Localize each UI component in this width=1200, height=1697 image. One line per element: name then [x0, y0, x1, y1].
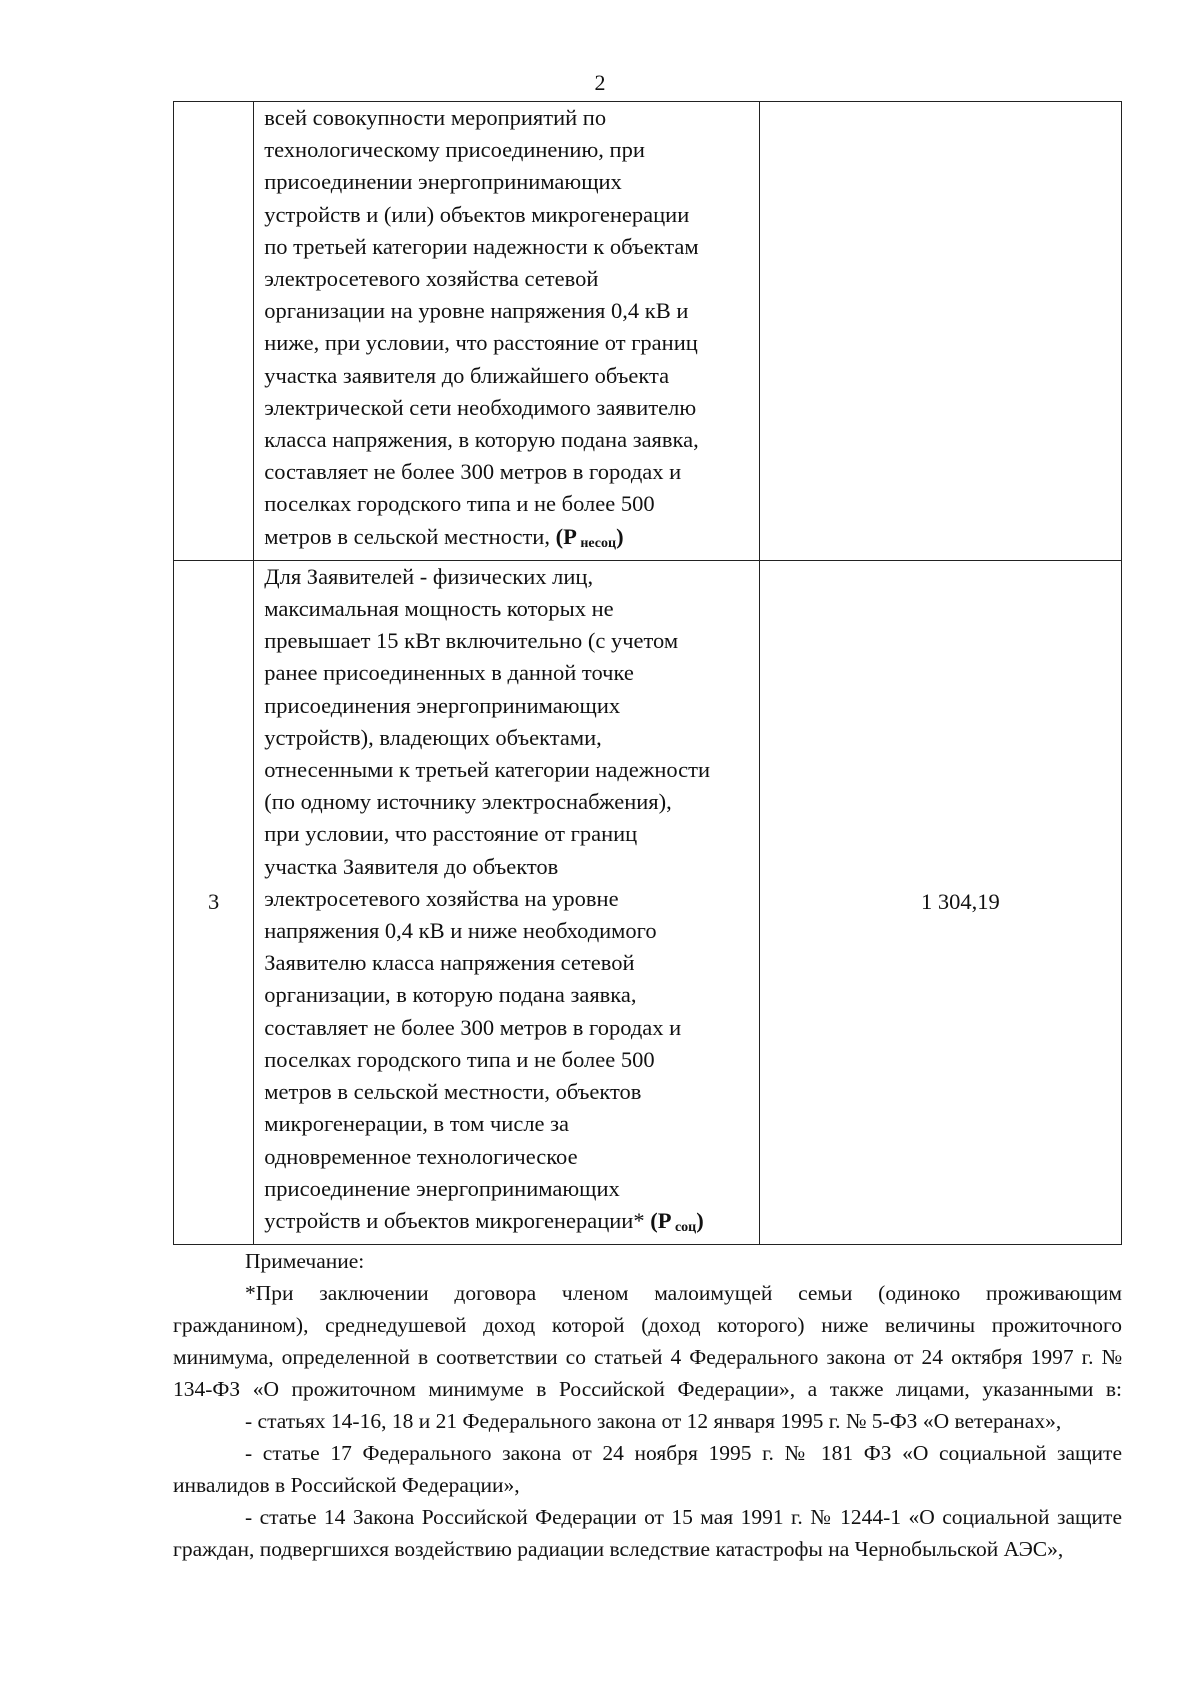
- description-line: организации на уровне напряжения 0,4 кВ и: [264, 298, 689, 324]
- notes-line: 134-ФЗ «О прожиточном минимуме в Российской Федерации», а также лицами, указанными в:: [173, 1377, 1122, 1401]
- description-line: электрической сети необходимого заявителю: [264, 394, 697, 420]
- description-line: устройств и (или) объектов микрогенерации: [264, 201, 690, 227]
- tariff-table: [173, 101, 1122, 1245]
- row-description-cell: [254, 560, 760, 1244]
- table-row: [174, 560, 1122, 1244]
- description-line: составляет не более 300 метров в городах и: [264, 459, 682, 485]
- description-line: ниже, при условии, что расстояние от границ: [264, 330, 698, 356]
- row-description: [254, 561, 759, 1244]
- description-line: участка Заявителя до объектов: [264, 853, 559, 879]
- notes-section: [173, 1245, 1122, 1565]
- description-line: максимальная мощность которых не: [264, 596, 614, 622]
- description-line: Для Заявителей - физических лиц,: [264, 563, 594, 589]
- notes-paragraph: [173, 1277, 1122, 1405]
- notes-item-line: - статьях 14-16, 18 и 21 Федерального закона от 12 января 1995 г. № 5-ФЗ «О ветеранах»,: [245, 1409, 1062, 1433]
- description-line: организации, в которую подана заявка,: [264, 982, 637, 1008]
- notes-line: *При заключении договора членом малоимущей семьи (одиноко проживающим: [245, 1281, 1122, 1305]
- notes-title: Примечание:: [245, 1249, 365, 1273]
- description-line: устройств), владеющих объектами,: [264, 724, 602, 750]
- row-value-cell: [759, 102, 1121, 561]
- description-line: электросетевого хозяйства сетевой: [264, 266, 599, 292]
- description-line: ранее присоединенных в данной точке: [264, 660, 634, 686]
- row-description-cell: [254, 102, 760, 561]
- description-line: присоединения энергопринимающих: [264, 692, 621, 718]
- description-line-text: метров в сельской местности,: [264, 523, 556, 549]
- tariff-symbol-subscript: соц: [671, 1219, 697, 1235]
- notes-item-line: граждан, подвергшихся воздействию радиации вследствие катастрофы на Чернобыльской АЭС»,: [173, 1537, 1064, 1561]
- description-line: напряжения 0,4 кВ и ниже необходимого: [264, 918, 657, 944]
- description-line: составляет не более 300 метров в городах и: [264, 1014, 682, 1040]
- description-line: электросетевого хозяйства на уровне: [264, 885, 619, 911]
- tariff-symbol: (Р $_{соц}$): [650, 1207, 704, 1235]
- description-line: поселках городского типа и не более 500: [264, 491, 655, 517]
- description-line: Заявителю класса напряжения сетевой: [264, 950, 635, 976]
- table-row: [174, 102, 1122, 561]
- description-line: технологическому присоединению, при: [264, 137, 645, 163]
- description-line: одновременное технологическое: [264, 1143, 578, 1169]
- description-line: (по одному источнику электроснабжения),: [264, 789, 672, 815]
- row-value-cell: 1 304,19: [759, 560, 1121, 1244]
- description-line: всей совокупности мероприятий по: [264, 105, 607, 130]
- notes-item-line: - статье 14 Закона Российской Федерации от 15 мая 1991 г. № 1244-1 «О социальной защите: [245, 1505, 1122, 1529]
- description-line: по третьей категории надежности к объектам: [264, 233, 699, 259]
- tariff-symbol-subscript: несоц: [576, 535, 617, 551]
- description-line: микрогенерации, в том числе за: [264, 1111, 570, 1137]
- description-last-line: [264, 1205, 751, 1244]
- description-line: присоединение энергопринимающих: [264, 1175, 620, 1201]
- tariff-symbol: (Р $_{несоц}$): [555, 523, 624, 551]
- description-line-text: устройств и объектов микрогенерации*: [264, 1207, 651, 1233]
- notes-item-line: - статье 17 Федерального закона от 24 ноября 1995 г. № 181 ФЗ «О социальной защите: [245, 1441, 1122, 1465]
- notes-line: минимума, определенной в соответствии со статьей 4 Федерального закона от 24 октября 1997 г. №: [173, 1345, 1122, 1369]
- notes-line: гражданином), среднедушевой доход которой (доход которого) ниже величины прожиточного: [173, 1313, 1122, 1337]
- row-number-cell: [174, 102, 254, 561]
- row-number-cell: 3: [174, 560, 254, 1244]
- page-number: 2: [594, 70, 606, 95]
- description-line: отнесенными к третьей категории надежности: [264, 757, 711, 783]
- notes-item-line: инвалидов в Российской Федерации»,: [173, 1473, 520, 1497]
- description-last-line: [264, 521, 751, 560]
- description-line: класса напряжения, в которую подана заявка,: [264, 427, 699, 453]
- description-line: участка заявителя до ближайшего объекта: [264, 362, 670, 388]
- notes-items: [173, 1405, 1122, 1565]
- description-line: превышает 15 кВт включительно (с учетом: [264, 628, 679, 654]
- description-line: при условии, что расстояние от границ: [264, 821, 638, 847]
- row-description: [254, 102, 759, 560]
- description-line: поселках городского типа и не более 500: [264, 1046, 655, 1072]
- description-line: присоединении энергопринимающих: [264, 169, 622, 195]
- description-line: метров в сельской местности, объектов: [264, 1079, 642, 1105]
